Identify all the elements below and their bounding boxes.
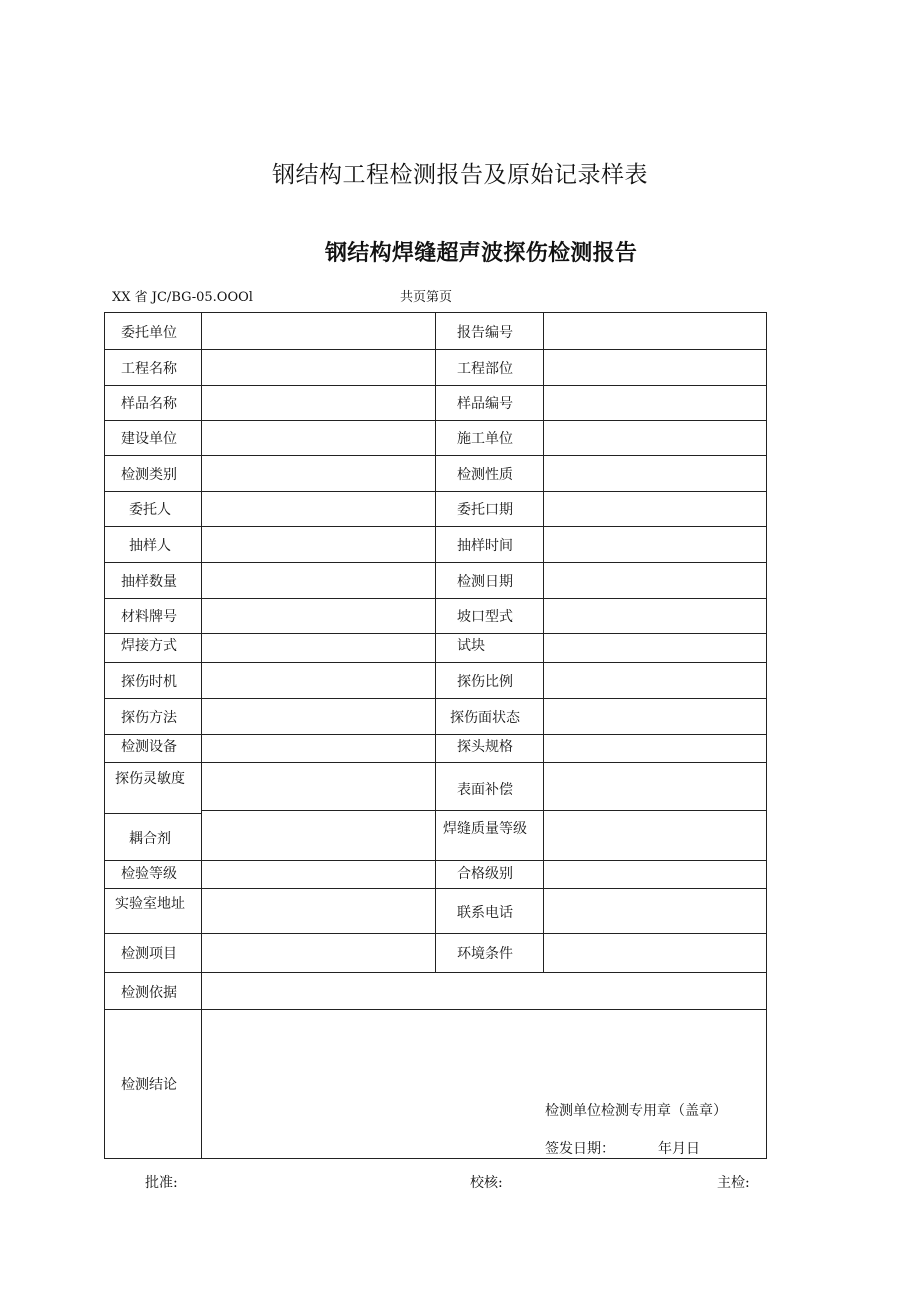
label-project-name: 工程名称	[121, 361, 177, 377]
label-inspection-ratio: 探伤比例	[457, 674, 513, 690]
row-divider	[105, 860, 766, 861]
label-phone: 联系电话	[457, 905, 513, 921]
label-construction-owner: 建设单位	[121, 431, 177, 447]
document-code: XX 省 JC/BG-05.OOOl	[112, 290, 253, 305]
row-divider	[105, 734, 766, 735]
issue-date-ymd: 年月日	[658, 1141, 700, 1157]
label-sample-name: 样品名称	[121, 396, 177, 412]
row-divider	[105, 455, 766, 456]
label-acceptance-level: 合格级别	[457, 866, 513, 882]
label-commission-date: 委托口期	[457, 502, 513, 518]
label-weld-quality-grade: 焊缝质量等级	[443, 821, 527, 837]
label-client: 委托人	[129, 502, 171, 518]
label-test-equipment: 检测设备	[121, 739, 177, 755]
row-divider	[105, 662, 766, 663]
seal-note: 检测单位检测专用章（盖章）	[545, 1103, 727, 1119]
row-divider	[105, 598, 766, 599]
label-sample-quantity: 抽样数量	[121, 574, 177, 590]
label-sampler: 抽样人	[129, 538, 171, 554]
row-divider	[105, 633, 766, 634]
row-divider	[105, 762, 766, 763]
row-divider	[105, 888, 766, 889]
row-divider	[105, 349, 766, 350]
label-probe-spec: 探头规格	[457, 739, 513, 755]
column-divider	[435, 313, 436, 972]
approve-label: 批准:	[145, 1175, 178, 1191]
row-divider	[105, 972, 766, 973]
review-label: 校核:	[470, 1175, 503, 1191]
label-sensitivity: 探伤灵敏度	[115, 771, 185, 787]
row-divider	[105, 526, 766, 527]
label-project-location: 工程部位	[457, 361, 513, 377]
page-count: 共页第页	[400, 290, 453, 305]
issue-date-label: 签发日期：	[545, 1141, 615, 1157]
label-welding-method: 焊接方式	[121, 638, 177, 654]
label-surface-compensation: 表面补偿	[457, 782, 513, 798]
label-test-basis: 检测依据	[121, 985, 177, 1001]
document-title: 钢结构工程检测报告及原始记录样表	[272, 162, 648, 188]
row-divider	[105, 562, 766, 563]
row-divider	[105, 1009, 766, 1010]
column-divider	[543, 313, 544, 972]
report-title: 钢结构焊缝超声波探伤检测报告	[325, 241, 638, 266]
label-test-nature: 检测性质	[457, 467, 513, 483]
label-inspection-grade: 检验等级	[121, 866, 177, 882]
row-divider	[105, 420, 766, 421]
column-divider	[201, 313, 202, 1158]
label-sample-number: 样品编号	[457, 396, 513, 412]
label-inspection-method: 探伤方法	[121, 710, 177, 726]
label-groove-type: 坡口型式	[457, 609, 513, 625]
label-surface-condition: 探伤面状态	[450, 710, 520, 726]
label-material-grade: 材料牌号	[121, 609, 177, 625]
label-client-unit: 委托单位	[121, 325, 177, 341]
row-divider	[105, 813, 201, 814]
row-divider	[105, 933, 766, 934]
report-form-table	[104, 312, 767, 1159]
row-divider	[201, 810, 766, 811]
label-sampling-time: 抽样时间	[457, 538, 513, 554]
label-contractor: 施工单位	[457, 431, 513, 447]
label-environment: 环境条件	[457, 946, 513, 962]
label-conclusion: 检测结论	[121, 1077, 177, 1093]
inspector-label: 主检:	[717, 1175, 750, 1191]
label-couplant: 耦合剂	[129, 831, 171, 847]
row-divider	[105, 698, 766, 699]
label-test-date: 检测日期	[457, 574, 513, 590]
label-report-number: 报告编号	[457, 325, 513, 341]
label-inspection-timing: 探伤时机	[121, 674, 177, 690]
label-test-category: 检测类别	[121, 467, 177, 483]
label-test-items: 检测项目	[121, 946, 177, 962]
label-lab-address: 实验室地址	[115, 896, 185, 912]
row-divider	[105, 385, 766, 386]
row-divider	[105, 491, 766, 492]
label-test-block: 试块	[457, 638, 485, 654]
